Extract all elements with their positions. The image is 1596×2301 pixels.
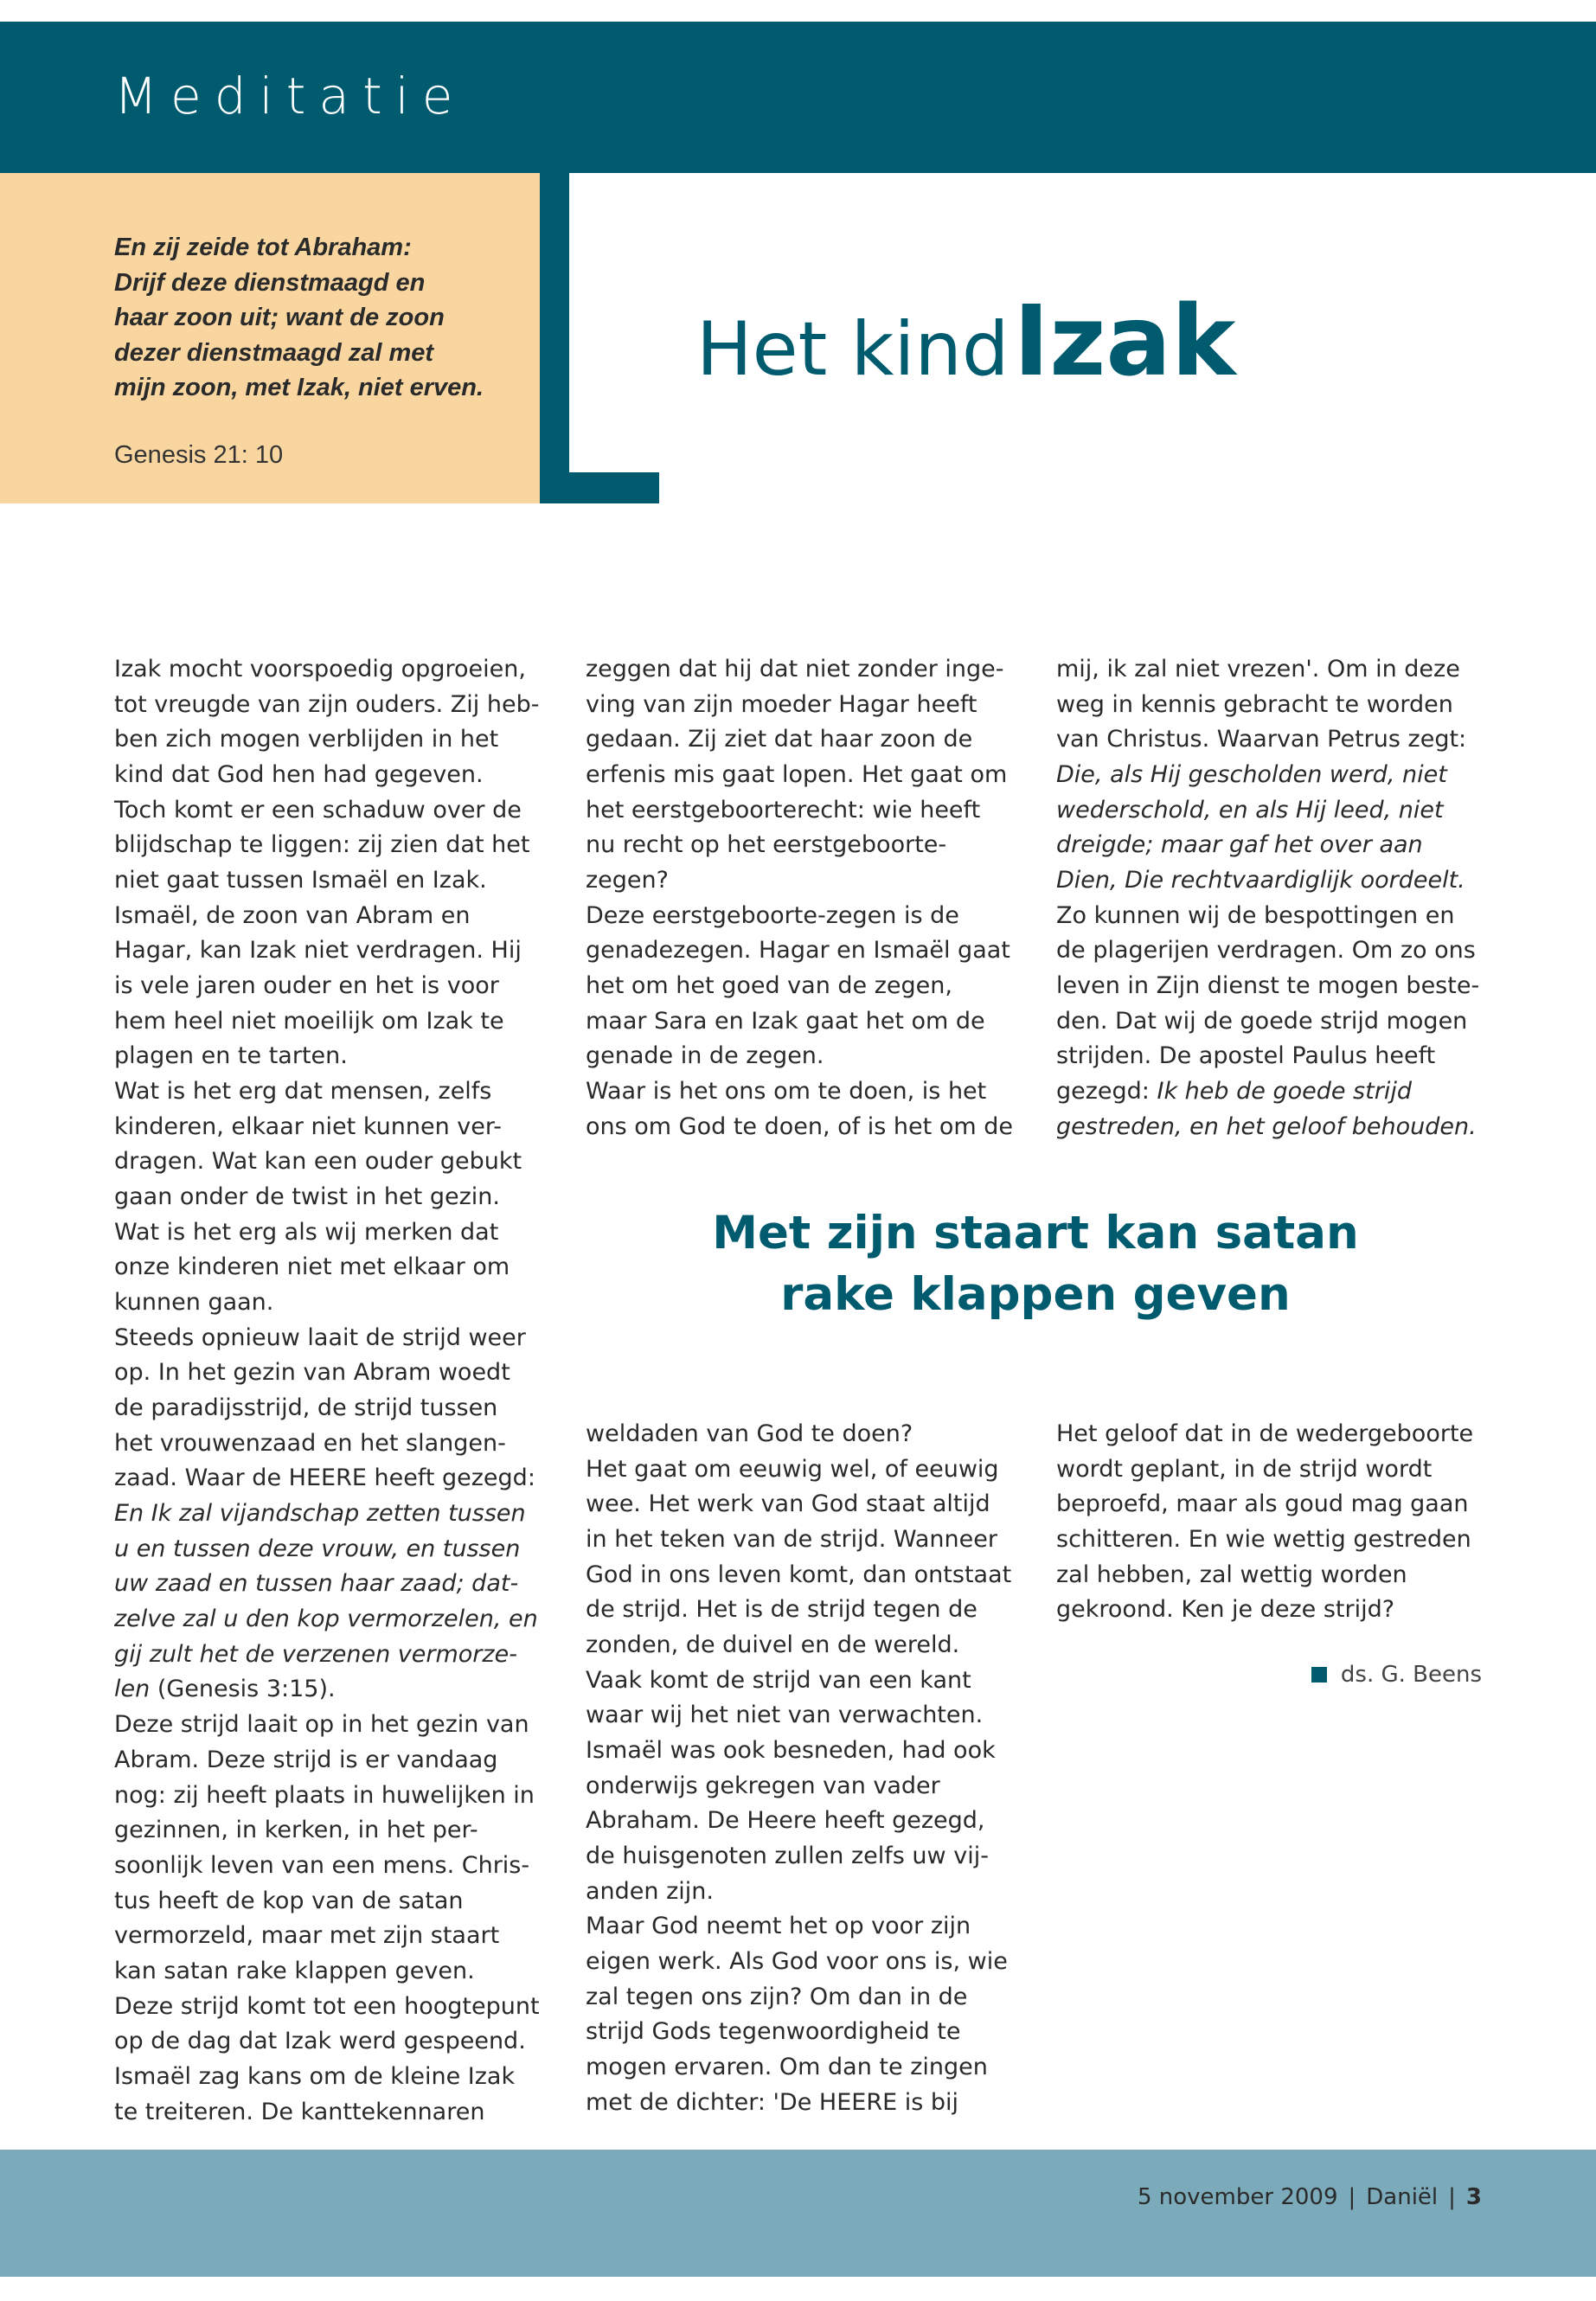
italic-quote: Die, als Hij gescholden werd, niet bbox=[1056, 761, 1447, 789]
text-line: zaad. Waar de HEERE heeft gezegd: bbox=[114, 1465, 535, 1492]
text-line: vermorzeld, maar met zijn staart bbox=[114, 1922, 500, 1950]
text-line: soonlijk leven van een mens. Chris- bbox=[114, 1851, 530, 1879]
text-line: Maar God neemt het op voor zijn bbox=[586, 1913, 971, 1940]
text-line bbox=[1056, 758, 1506, 793]
text-line: plagen en te tarten. bbox=[114, 1042, 348, 1070]
text-line: Wat is het erg als wij merken dat bbox=[114, 1218, 499, 1246]
text-line: gezinnen, in kerken, in het per- bbox=[114, 1817, 478, 1844]
text-line: in het teken van de strijd. Wanneer bbox=[586, 1526, 997, 1554]
text-column-3-bottom bbox=[1056, 1417, 1506, 1628]
text-line: gaan onder de twist in het gezin. bbox=[114, 1183, 500, 1211]
text-line: de strijd. Het is de strijd tegen de bbox=[586, 1596, 977, 1624]
text-line: Zo kunnen wij de bespottingen en bbox=[1056, 901, 1455, 929]
text-line: zonden, de duivel en de wereld. bbox=[586, 1631, 960, 1659]
text-line: ving van zijn moeder Hagar heeft bbox=[586, 690, 977, 718]
text-line: Abraham. De Heere heeft gezegd, bbox=[586, 1807, 985, 1835]
quote-line: Drijf deze dienstmaagd en bbox=[114, 268, 426, 297]
text-line: kind dat God hen had gegeven. bbox=[114, 761, 484, 789]
text-line: strijd Gods tegenwoordigheid te bbox=[586, 2018, 961, 2046]
text-line: het vrouwenzaad en het slangen- bbox=[114, 1429, 506, 1457]
text-line bbox=[1056, 828, 1506, 863]
subheading-line: rake klappen geven bbox=[780, 1268, 1291, 1321]
author-signature bbox=[1311, 1662, 1482, 1688]
section-header-band bbox=[0, 22, 1596, 173]
text-line: zal hebben, zal wettig worden bbox=[1056, 1561, 1407, 1588]
scripture-reference: Genesis 21: 10 bbox=[114, 441, 284, 469]
text-line: Steeds opnieuw laait de strijd weer bbox=[114, 1324, 526, 1351]
text-line: weg in kennis gebracht te worden bbox=[1056, 690, 1453, 718]
text-line: weldaden van God te doen? bbox=[586, 1420, 913, 1447]
text-line: Deze eerstgeboorte-zegen is de bbox=[586, 901, 959, 929]
text-line: het eerstgeboorterecht: wie heeft bbox=[586, 796, 981, 824]
text-line bbox=[114, 1638, 564, 1673]
text-line: kunnen gaan. bbox=[114, 1289, 274, 1317]
text-line: mogen ervaren. Om dan te zingen bbox=[586, 2054, 988, 2081]
text-line: kan satan rake klappen geven. bbox=[114, 1957, 475, 1984]
text-line: ons om God te doen, of is het om de bbox=[586, 1112, 1013, 1140]
page-number: 3 bbox=[1465, 2184, 1482, 2210]
text-line: eigen werk. Als God voor ons is, wie bbox=[586, 1948, 1008, 1976]
text-line: Deze strijd komt tot een hoogtepunt bbox=[114, 1992, 540, 2020]
text-line: genadezegen. Hagar en Ismaël gaat bbox=[586, 937, 1010, 965]
italic-quote: gestreden, en het geloof behouden. bbox=[1056, 1112, 1477, 1140]
italic-quote: En Ik zal vijandschap zetten tussen bbox=[114, 1500, 526, 1528]
footer-info bbox=[1138, 2184, 1482, 2210]
text-column-2-top bbox=[586, 652, 1035, 1144]
italic-quote: gij zult het de verzenen vermorze- bbox=[114, 1640, 517, 1668]
subheading bbox=[586, 1202, 1485, 1325]
footer-band bbox=[0, 2150, 1596, 2277]
quote-line: dezer dienstmaagd zal met bbox=[114, 338, 434, 367]
italic-quote: wederschold, en als Hij leed, niet bbox=[1056, 796, 1444, 824]
italic-quote: Ik heb de goede strijd bbox=[1157, 1078, 1412, 1106]
text-line: de paradijsstrijd, de strijd tussen bbox=[114, 1394, 498, 1422]
text-line: schitteren. En wie wettig gestreden bbox=[1056, 1526, 1471, 1554]
text-line: onze kinderen niet met elkaar om bbox=[114, 1253, 510, 1281]
quote-line: mijn zoon, met Izak, niet erven. bbox=[114, 374, 484, 401]
square-bullet-icon bbox=[1311, 1667, 1327, 1682]
text-line: maar Sara en Izak gaat het om de bbox=[586, 1007, 985, 1035]
text-line: Het gaat om eeuwig wel, of eeuwig bbox=[586, 1455, 999, 1483]
text-line: leven in Zijn dienst te mogen beste- bbox=[1056, 972, 1480, 1000]
text-line: Vaak komt de strijd van een kant bbox=[586, 1666, 971, 1694]
text-line: ben zich mogen verblijden in het bbox=[114, 726, 499, 753]
text-line: genade in de zegen. bbox=[586, 1042, 824, 1070]
text-line: nu recht op het eerstgeboorte- bbox=[586, 831, 947, 859]
text-line: blijdschap te liggen: zij zien dat het bbox=[114, 831, 530, 859]
text-line: anden zijn. bbox=[586, 1877, 714, 1905]
text-line: strijden. De apostel Paulus heeft bbox=[1056, 1042, 1436, 1070]
text-line: Abram. Deze strijd is er vandaag bbox=[114, 1746, 498, 1773]
text-line: gezegd: Ik heb de goede strijd bbox=[1056, 1078, 1412, 1106]
separator: | bbox=[1348, 2184, 1356, 2210]
quote-line: En zij zeide tot Abraham: bbox=[114, 234, 412, 261]
text-line: kinderen, elkaar niet kunnen ver- bbox=[114, 1112, 502, 1140]
title-light: Het kind bbox=[696, 306, 1010, 393]
text-line: tus heeft de kop van de satan bbox=[114, 1887, 464, 1914]
text-line: van Christus. Waarvan Petrus zegt: bbox=[1056, 726, 1467, 753]
text-line: hem heel niet moeilijk om Izak te bbox=[114, 1007, 504, 1035]
italic-quote: uw zaad en tussen haar zaad; dat- bbox=[114, 1570, 519, 1598]
text-line: erfenis mis gaat lopen. Het gaat om bbox=[586, 761, 1008, 789]
separator: | bbox=[1448, 2184, 1456, 2210]
scripture-quote bbox=[114, 230, 529, 406]
text-line bbox=[114, 1602, 564, 1638]
text-line bbox=[114, 1532, 564, 1567]
text-line bbox=[114, 1567, 564, 1602]
decorative-bar-foot bbox=[569, 472, 659, 503]
text-line bbox=[1056, 863, 1506, 899]
text-line: de huisgenoten zullen zelfs uw vij- bbox=[586, 1843, 989, 1870]
text-line: zeggen dat hij dat niet zonder inge- bbox=[586, 656, 1004, 683]
decorative-bar bbox=[540, 173, 569, 503]
text-line: mij, ik zal niet vrezen'. Om in deze bbox=[1056, 656, 1460, 683]
italic-quote: u en tussen deze vrouw, en tussen bbox=[114, 1535, 521, 1562]
text-line: niet gaat tussen Ismaël en Izak. bbox=[114, 867, 487, 894]
text-line: de plagerijen verdragen. Om zo ons bbox=[1056, 937, 1476, 965]
text-line: het om het goed van de zegen, bbox=[586, 972, 952, 1000]
text-line: is vele jaren ouder en het is voor bbox=[114, 972, 499, 1000]
text-line: onderwijs gekregen van vader bbox=[586, 1772, 940, 1799]
text-column-2-bottom bbox=[586, 1417, 1035, 2120]
text-line: Ismaël, de zoon van Abram en bbox=[114, 901, 471, 929]
text-line: Ismaël was ook besneden, had ook bbox=[586, 1737, 996, 1765]
section-title: Meditatie bbox=[114, 67, 466, 125]
author-name: ds. G. Beens bbox=[1340, 1662, 1482, 1688]
text-line: op de dag dat Izak werd gespeend. bbox=[114, 2028, 526, 2055]
text-line: op. In het gezin van Abram woedt bbox=[114, 1359, 510, 1387]
text-line: wordt geplant, in de strijd wordt bbox=[1056, 1455, 1433, 1483]
text-line: den. Dat wij de goede strijd mogen bbox=[1056, 1007, 1468, 1035]
text-line: nog: zij heeft plaats in huwelijken in bbox=[114, 1781, 535, 1809]
text-line: beproefd, maar als goud mag gaan bbox=[1056, 1490, 1469, 1518]
text-line: Ismaël zag kans om de kleine Izak bbox=[114, 2062, 516, 2090]
text-line: zegen? bbox=[586, 867, 669, 894]
text-line: Waar is het ons om te doen, is het bbox=[586, 1078, 987, 1106]
footer-date: 5 november 2009 bbox=[1137, 2184, 1338, 2210]
text-line: zal tegen ons zijn? Om dan in de bbox=[586, 1983, 968, 2010]
italic-quote: Dien, Die rechtvaardiglijk oordeelt. bbox=[1056, 867, 1465, 894]
text-line: te treiteren. De kanttekennaren bbox=[114, 2098, 485, 2125]
italic-quote: dreigde; maar gaf het over aan bbox=[1056, 831, 1423, 859]
text-line: Het geloof dat in de wedergeboorte bbox=[1056, 1420, 1474, 1447]
text-line: Izak mocht voorspoedig opgroeien, bbox=[114, 656, 526, 683]
text-column-1 bbox=[114, 652, 564, 2130]
subheading-line: Met zijn staart kan satan bbox=[712, 1207, 1359, 1259]
text-line bbox=[114, 1497, 564, 1532]
text-line: Deze strijd laait op in het gezin van bbox=[114, 1711, 529, 1739]
text-line bbox=[1056, 1110, 1506, 1145]
footer-publication: Daniël bbox=[1366, 2184, 1439, 2210]
text-line: Wat is het erg dat mensen, zelfs bbox=[114, 1078, 492, 1106]
text-line: met de dichter: 'De HEERE is bij bbox=[586, 2088, 959, 2116]
text-line: gedaan. Zij ziet dat haar zoon de bbox=[586, 726, 973, 753]
quote-line: haar zoon uit; want de zoon bbox=[114, 304, 445, 331]
text-column-3-top bbox=[1056, 652, 1506, 1144]
article-title bbox=[696, 285, 1235, 398]
text-line: len (Genesis 3:15). bbox=[114, 1676, 336, 1703]
text-line bbox=[1056, 793, 1506, 829]
text-line: God in ons leven komt, dan ontstaat bbox=[586, 1561, 1012, 1588]
text-line: Hagar, kan Izak niet verdragen. Hij bbox=[114, 937, 522, 965]
italic-quote: zelve zal u den kop vermorzelen, en bbox=[114, 1606, 538, 1633]
italic-quote: len bbox=[114, 1676, 151, 1703]
text-line: waar wij het niet van verwachten. bbox=[586, 1702, 984, 1729]
text-line: Toch komt er een schaduw over de bbox=[114, 796, 522, 824]
text-line: gekroond. Ken je deze strijd? bbox=[1056, 1596, 1395, 1624]
text-line: wee. Het werk van God staat altijd bbox=[586, 1490, 990, 1518]
text-line: dragen. Wat kan een ouder gebukt bbox=[114, 1148, 522, 1176]
title-bold: Izak bbox=[1013, 285, 1236, 398]
text-line: tot vreugde van zijn ouders. Zij heb- bbox=[114, 690, 540, 718]
